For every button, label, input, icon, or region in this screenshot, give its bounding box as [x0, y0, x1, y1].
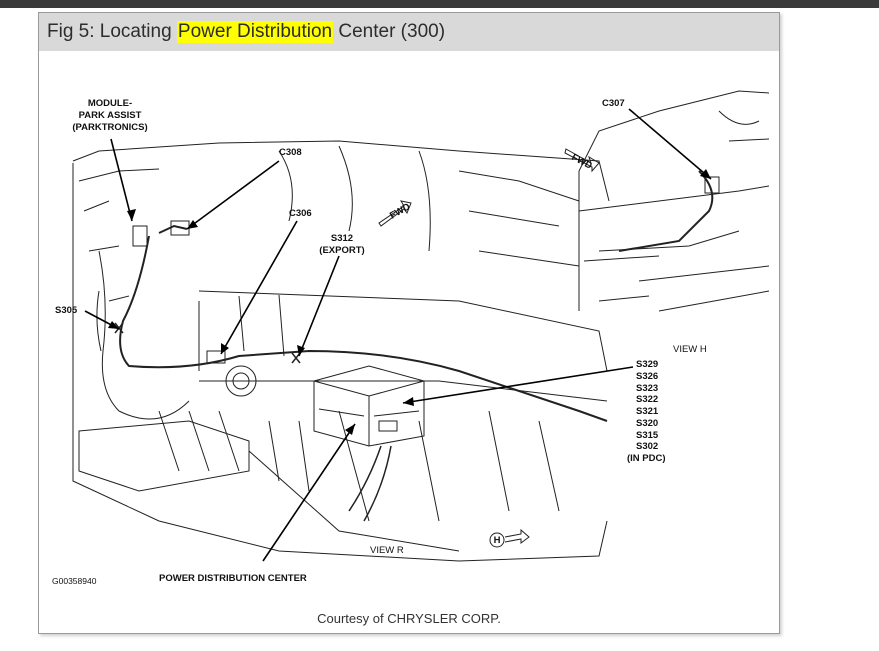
- label-c308: C308: [279, 147, 302, 158]
- label-h-marker: H: [493, 535, 501, 546]
- caption-prefix: Fig 5: Locating: [47, 21, 177, 42]
- label-splice: S315: [636, 430, 659, 441]
- leader-s312: [299, 256, 339, 356]
- label-splice: S321: [636, 406, 659, 417]
- caption-highlight: Power Distribution: [177, 21, 333, 42]
- leader-c306: [221, 221, 297, 354]
- leader-pdc: [263, 424, 355, 561]
- label-c306: C306: [289, 208, 312, 219]
- wiring-diagram: [39, 51, 779, 606]
- label-splice-in-pdc: (IN PDC): [627, 453, 666, 464]
- leader-splices: [403, 367, 633, 403]
- label-fwd-1: FWD: [388, 201, 413, 222]
- label-module-3: (PARKTRONICS): [72, 122, 148, 133]
- label-s305: S305: [55, 305, 78, 316]
- label-splice: S322: [636, 394, 659, 405]
- courtesy-credit: Courtesy of CHRYSLER CORP.: [317, 611, 501, 626]
- line-drawing: [73, 91, 769, 561]
- caption-suffix: Center (300): [333, 21, 446, 42]
- figure-caption: [39, 13, 779, 51]
- label-view-h: VIEW H: [673, 344, 707, 355]
- label-splice: S320: [636, 418, 659, 429]
- leader-c308: [187, 161, 279, 229]
- label-s312: S312: [330, 233, 354, 244]
- diagram-labels: [52, 98, 707, 586]
- leader-lines: [85, 109, 711, 561]
- figure-panel: [38, 12, 780, 634]
- label-view-r: VIEW R: [370, 545, 404, 556]
- label-pdc: POWER DISTRIBUTION CENTER: [159, 573, 307, 584]
- label-drawing-code: G00358940: [52, 576, 97, 586]
- label-s312-export: (EXPORT): [319, 245, 365, 256]
- label-splice: S326: [636, 371, 659, 382]
- label-module-1: MODULE-: [87, 98, 133, 109]
- leader-module: [111, 139, 132, 221]
- label-splice: S329: [636, 359, 659, 370]
- label-fwd-2: FWD: [569, 151, 594, 172]
- label-splice: S302: [636, 441, 659, 452]
- label-splice: S323: [636, 383, 659, 394]
- label-c307: C307: [602, 98, 625, 109]
- label-module-2: PARK ASSIST: [78, 110, 142, 121]
- browser-top-bar: [0, 0, 879, 8]
- leader-c307: [629, 109, 711, 179]
